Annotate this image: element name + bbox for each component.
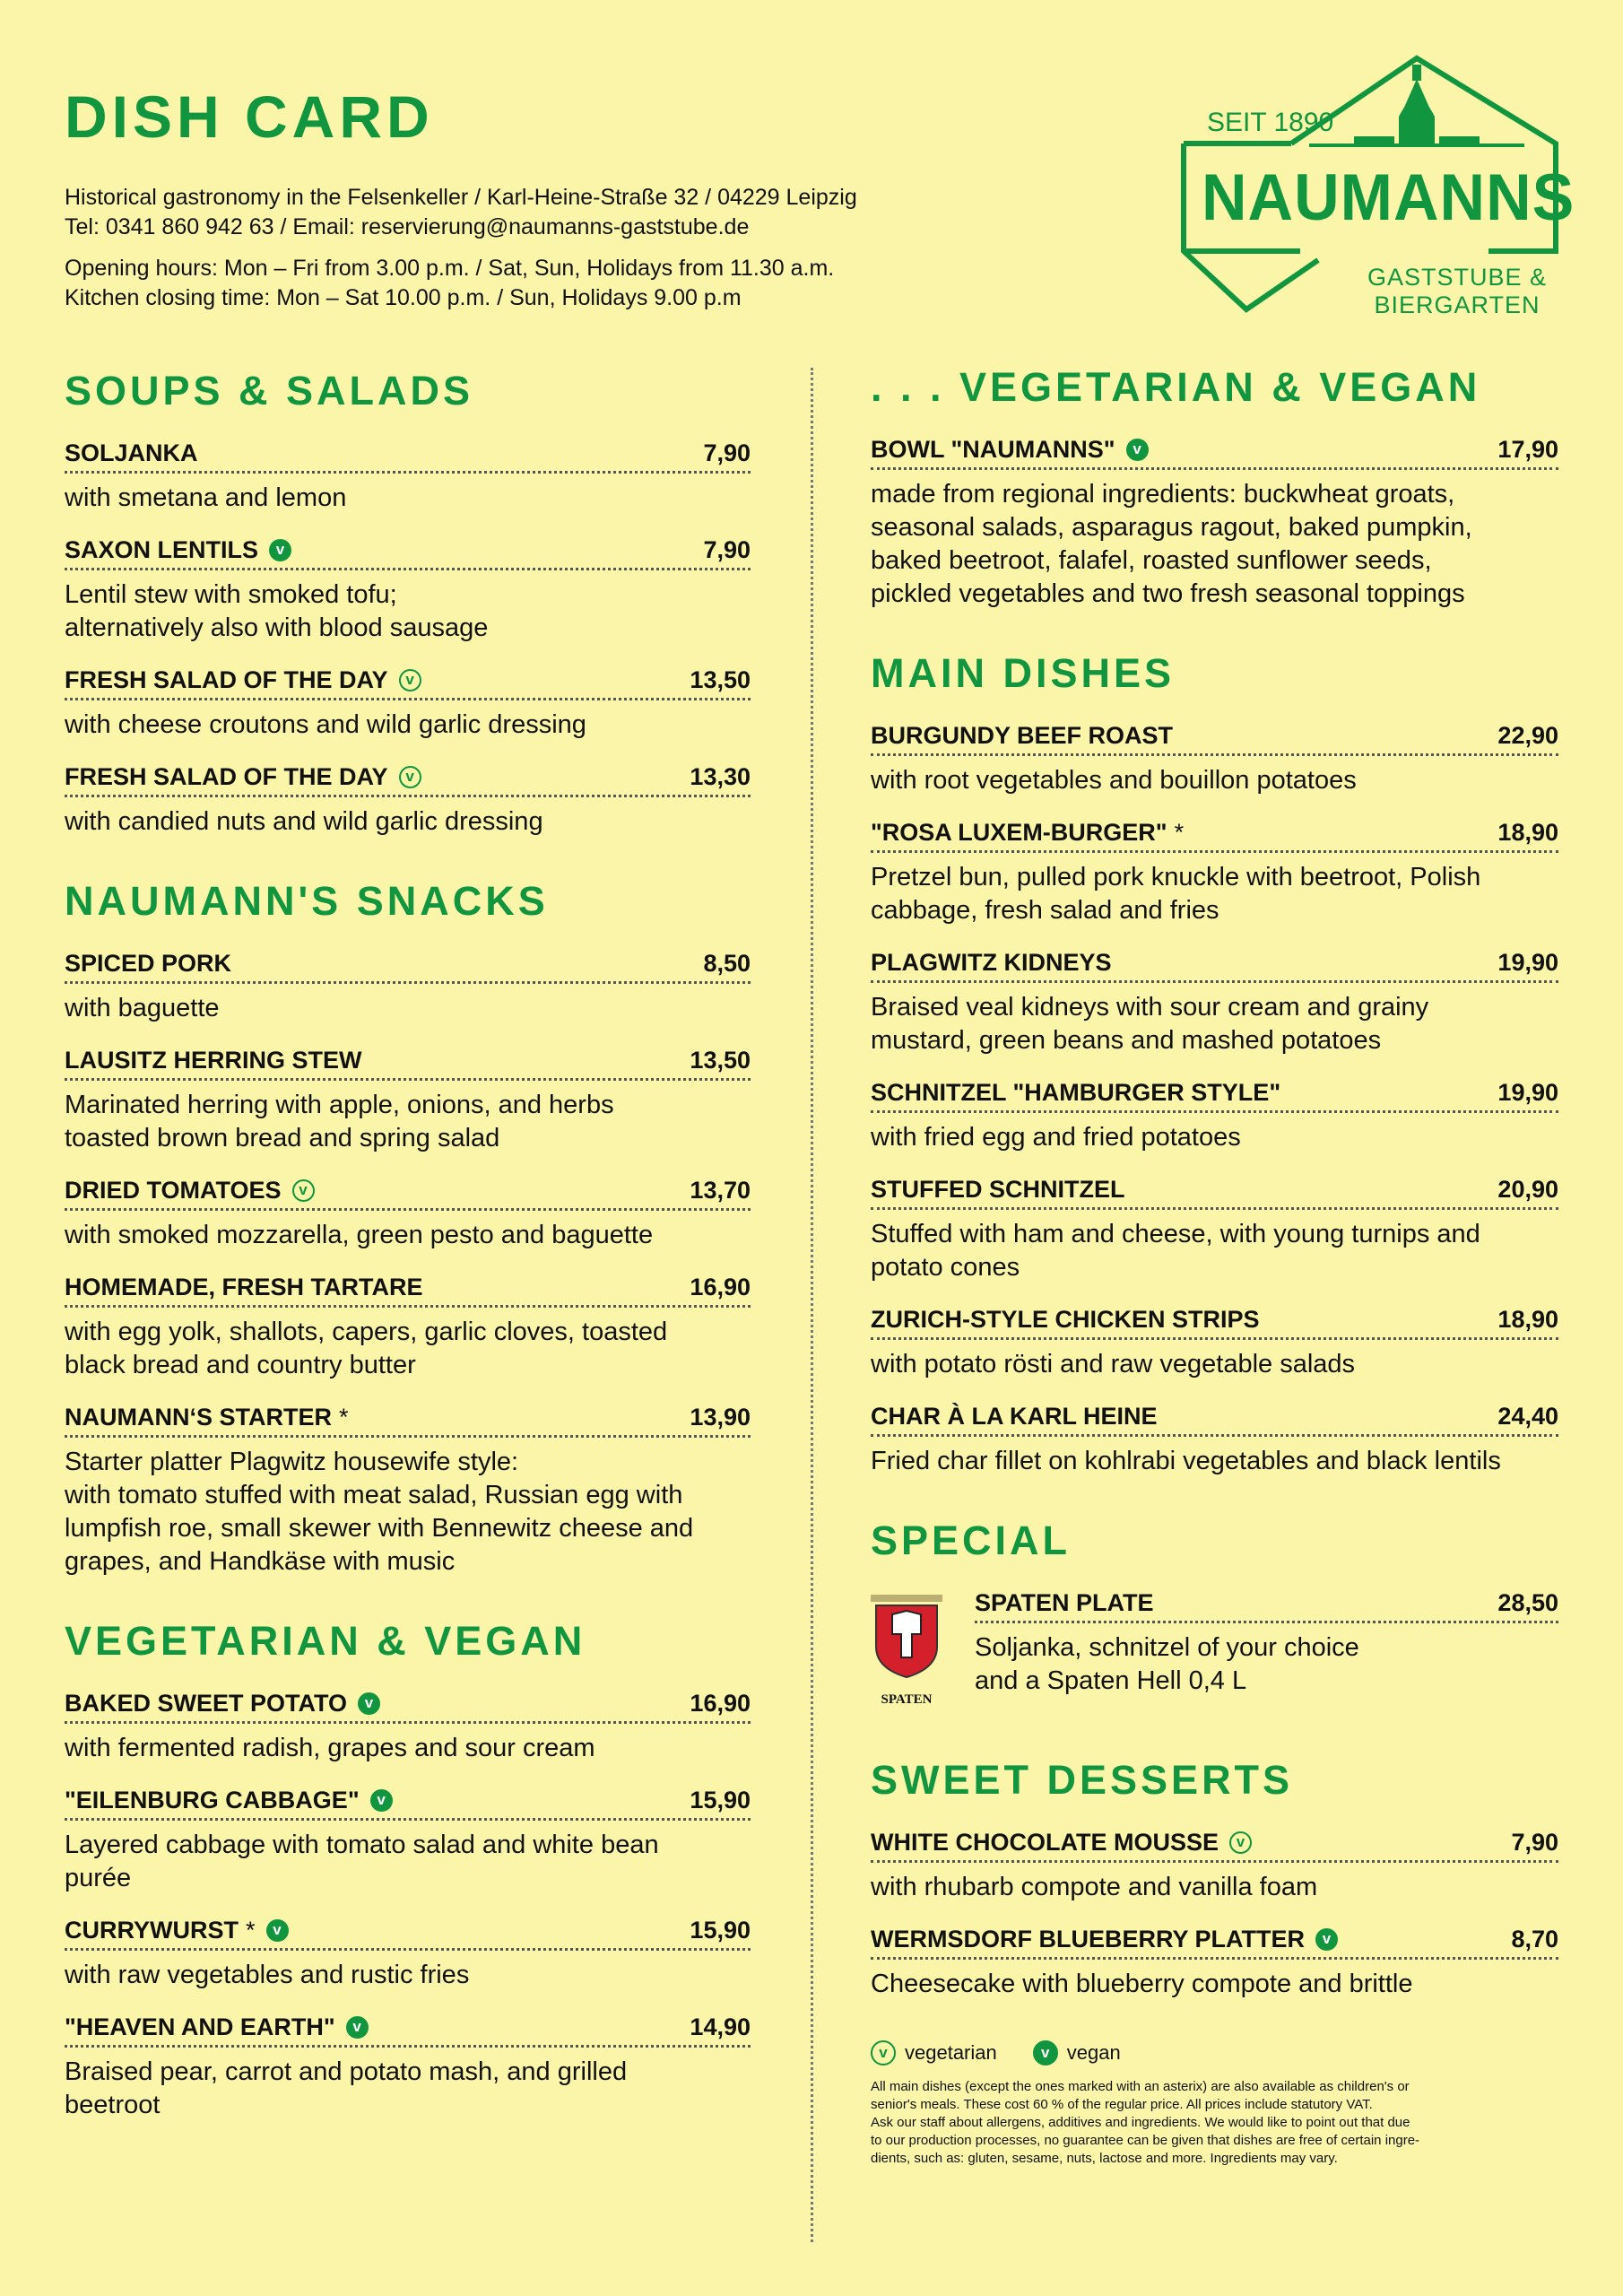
vegan-icon: v	[1033, 2040, 1058, 2066]
dish-price: 17,90	[1497, 436, 1558, 463]
dish-name: WHITE CHOCOLATE MOUSSE	[871, 1829, 1219, 1856]
dish-name: "HEAVEN AND EARTH"	[65, 2013, 335, 2040]
footnote-line: senior's meals. These cost 60 % of the regular price. All prices include statutory VAT.	[871, 2097, 1373, 2112]
dish-item	[871, 1174, 1558, 1284]
asterisk-marker: *	[1174, 819, 1185, 846]
dish-price: 14,90	[690, 2013, 751, 2040]
address-info	[65, 183, 857, 242]
description-line: with cheese croutons and wild garlic dressing	[65, 710, 586, 739]
dish-description	[871, 1871, 1558, 1904]
description-line: with smoked mozzarella, green pesto and baguette	[65, 1221, 654, 1249]
section-main-dishes	[871, 650, 1558, 1478]
dish-name: PLAGWITZ KIDNEYS	[871, 949, 1112, 976]
description-line: Stuffed with ham and cheese, with young turnips and	[871, 1220, 1480, 1248]
dish-price: 13,50	[690, 666, 751, 693]
logo-wordmark: NAUMANNS	[1202, 161, 1575, 234]
dish-description	[871, 861, 1558, 927]
footnote-line: dients, such as: gluten, sesame, nuts, lactose and more. Ingredients may vary.	[871, 2151, 1338, 2166]
dish-description	[871, 1218, 1558, 1284]
dish-price: 13,30	[690, 763, 751, 790]
dish-name: SAXON LENTILS	[65, 536, 259, 563]
dish-name: CURRYWURST	[65, 1917, 239, 1944]
dish-description	[65, 1959, 751, 1992]
legend-vegan-label: vegan	[1066, 2041, 1121, 2064]
section-naumann-s-snacks	[65, 878, 751, 1578]
description-line: Soljanka, schnitzel of your choice	[975, 1633, 1359, 1662]
section-title: SPECIAL	[871, 1518, 1072, 1563]
dish-name: STUFFED SCHNITZEL	[871, 1176, 1125, 1203]
dish-name: HOMEMADE, FRESH TARTARE	[65, 1274, 423, 1300]
dish-item	[65, 1688, 751, 1765]
dish-price: 7,90	[703, 439, 751, 466]
dish-name: FRESH SALAD OF THE DAY	[65, 763, 388, 790]
dish-description	[871, 478, 1558, 611]
description-line: seasonal salads, asparagus ragout, baked pumpkin,	[871, 513, 1472, 542]
section-title: NAUMANN'S SNACKS	[65, 878, 549, 924]
dish-item	[65, 535, 751, 645]
dish-price: 13,50	[690, 1047, 751, 1074]
vegetarian-icon: v	[399, 766, 421, 788]
dish-name: SPATEN PLATE	[975, 1589, 1154, 1616]
section-title: VEGETARIAN & VEGAN	[65, 1618, 586, 1664]
dish-price: 7,90	[1511, 1829, 1558, 1856]
column-divider	[811, 368, 813, 2242]
section-title: MAIN DISHES	[871, 650, 1176, 696]
description-line: Layered cabbage with tomato salad and white bean	[65, 1831, 659, 1859]
right-column	[871, 364, 1558, 2168]
dish-item	[871, 434, 1558, 611]
vegetarian-icon: v	[1229, 1831, 1252, 1854]
opening-hours-line: Opening hours: Mon – Fri from 3.00 p.m. / Sat, Sun, Holidays from 11.30 a.m.	[65, 256, 835, 281]
dish-price: 24,40	[1497, 1403, 1558, 1430]
dish-description	[65, 805, 751, 839]
dish-item	[871, 947, 1558, 1057]
dish-description	[65, 482, 751, 515]
dish-description	[65, 1219, 751, 1252]
dish-description	[871, 1445, 1558, 1478]
dish-item	[65, 1272, 751, 1382]
dish-name: CHAR À LA KARL HEINE	[871, 1403, 1158, 1430]
dish-name: BURGUNDY BEEF ROAST	[871, 722, 1174, 749]
dish-item	[65, 1045, 751, 1155]
kitchen-hours-line: Kitchen closing time: Mon – Sat 10.00 p.m. / Sun, Holidays 9.00 p.m	[65, 285, 742, 310]
dish-name: BOWL "NAUMANNS"	[871, 436, 1115, 463]
dish-price: 20,90	[1497, 1176, 1558, 1203]
dish-description	[65, 1732, 751, 1765]
dish-description	[65, 1446, 751, 1578]
dish-item	[65, 948, 751, 1025]
dish-name: "EILENBURG CABBAGE"	[65, 1787, 360, 1813]
dish-description	[65, 992, 751, 1025]
dish-price: 18,90	[1497, 1306, 1558, 1333]
dish-item	[65, 1402, 751, 1578]
description-line: with raw vegetables and rustic fries	[65, 1961, 470, 1989]
description-line: Starter platter Plagwitz housewife style:	[65, 1448, 519, 1476]
dish-item	[871, 1924, 1558, 2001]
description-line: with egg yolk, shallots, capers, garlic cloves, toasted	[65, 1318, 668, 1346]
description-line: with fried egg and fried potatoes	[871, 1123, 1241, 1152]
dish-price: 7,90	[703, 536, 751, 563]
dish-item	[975, 1587, 1558, 1698]
address-line: Historical gastronomy in the Felsenkeller / Karl-Heine-Straße 32 / 04229 Leipzig	[65, 185, 857, 210]
dish-description	[65, 1089, 751, 1155]
dish-description	[871, 1968, 1558, 2001]
dish-item	[65, 1175, 751, 1252]
naumanns-logo	[1175, 54, 1575, 332]
section-soups-salads	[65, 368, 751, 839]
description-line: Cheesecake with blueberry compote and brittle	[871, 1970, 1413, 1998]
dish-description	[975, 1631, 1558, 1698]
description-line: cabbage, fresh salad and fries	[871, 896, 1219, 925]
dish-item	[65, 1785, 751, 1895]
dish-description	[65, 709, 751, 742]
legend-vegetarian-label: vegetarian	[905, 2041, 997, 2064]
description-line: Braised veal kidneys with sour cream and grainy	[871, 993, 1429, 1022]
description-line: grapes, and Handkäse with music	[65, 1547, 456, 1576]
dish-item	[871, 1401, 1558, 1478]
vegetarian-icon: v	[399, 669, 421, 691]
description-line: Pretzel bun, pulled pork knuckle with beetroot, Polish	[871, 863, 1481, 891]
dish-item	[871, 817, 1558, 927]
dish-description	[65, 1829, 751, 1895]
logo-subtitle-1: GASTSTUBE &	[1367, 264, 1548, 291]
section-vegetarian-vegan	[871, 364, 1558, 611]
description-line: with candied nuts and wild garlic dressing	[65, 807, 543, 836]
section-special	[871, 1518, 1558, 1718]
dish-description	[871, 991, 1558, 1057]
dish-price: 16,90	[690, 1690, 751, 1717]
dish-item	[65, 761, 751, 839]
section-title: SWEET DESSERTS	[871, 1757, 1294, 1803]
dish-price: 18,90	[1497, 819, 1558, 846]
description-line: purée	[65, 1864, 132, 1892]
dietary-legend	[871, 2040, 1558, 2066]
dish-price: 15,90	[690, 1787, 751, 1813]
hours-info	[65, 254, 834, 313]
dish-description	[65, 578, 751, 645]
asterisk-marker: *	[339, 1404, 349, 1431]
dish-description	[871, 1121, 1558, 1154]
dish-item	[871, 720, 1558, 797]
vegetarian-icon: v	[871, 2040, 896, 2066]
left-column	[65, 368, 751, 2161]
dish-description	[65, 1316, 751, 1382]
footnote-line: All main dishes (except the ones marked with an asterix) are also available as children's or	[871, 2079, 1410, 2094]
dish-item	[65, 1915, 751, 1992]
dish-item	[871, 1304, 1558, 1381]
dish-name: SPICED PORK	[65, 950, 232, 977]
vegan-icon: v	[358, 1692, 380, 1715]
dish-price: 13,90	[690, 1404, 751, 1431]
description-line: Lentil stew with smoked tofu;	[65, 580, 397, 609]
dish-name: NAUMANN‘S STARTER	[65, 1404, 332, 1431]
section-sweet-desserts	[871, 1757, 1558, 2001]
dish-name: SOLJANKA	[65, 439, 198, 466]
dish-name: FRESH SALAD OF THE DAY	[65, 666, 388, 693]
dish-item	[65, 438, 751, 515]
description-line: with tomato stuffed with meat salad, Russian egg with	[65, 1481, 683, 1509]
description-line: with smetana and lemon	[65, 483, 347, 512]
vegan-icon: v	[346, 2016, 369, 2039]
vegan-icon: v	[266, 1919, 289, 1942]
dish-price: 19,90	[1497, 949, 1558, 976]
dish-description	[871, 764, 1558, 797]
dish-name: "ROSA LUXEM-BURGER"	[871, 819, 1167, 846]
asterisk-marker: *	[245, 1917, 256, 1944]
description-line: baked beetroot, falafel, roasted sunflower seeds,	[871, 546, 1432, 575]
dish-price: 22,90	[1497, 722, 1558, 749]
vegan-icon: v	[1315, 1928, 1338, 1951]
description-line: lumpfish roe, small skewer with Bennewitz cheese and	[65, 1514, 694, 1543]
dish-item	[871, 1077, 1558, 1154]
description-line: potato cones	[871, 1253, 1020, 1282]
description-line: beetroot	[65, 2091, 161, 2119]
dish-name: BAKED SWEET POTATO	[65, 1690, 348, 1717]
description-line: toasted brown bread and spring salad	[65, 1124, 500, 1152]
vegetarian-icon: v	[292, 1179, 315, 1202]
description-line: Fried char fillet on kohlrabi vegetables and black lentils	[871, 1447, 1501, 1475]
dish-price: 13,70	[690, 1177, 751, 1204]
dish-price: 15,90	[690, 1917, 751, 1944]
logo-founded: SEIT 1890	[1207, 108, 1334, 137]
vegan-icon: v	[370, 1789, 393, 1812]
logo-subtitle-2: BIERGARTEN	[1374, 291, 1541, 318]
section-title: SOUPS & SALADS	[65, 368, 474, 413]
footnote-line: Ask our staff about allergens, additives and ingredients. We would like to point out that due	[871, 2115, 1410, 2130]
dish-description	[871, 1348, 1558, 1381]
description-line: mustard, green beans and mashed potatoes	[871, 1026, 1382, 1055]
description-line: with root vegetables and bouillon potatoes	[871, 766, 1357, 795]
dish-price: 8,70	[1511, 1926, 1558, 1952]
dish-price: 28,50	[1497, 1589, 1558, 1616]
description-line: alternatively also with blood sausage	[65, 613, 489, 642]
section-title: . . . VEGETARIAN & VEGAN	[871, 364, 1481, 410]
description-line: made from regional ingredients: buckwheat groats,	[871, 480, 1455, 509]
dish-name: DRIED TOMATOES	[65, 1177, 282, 1204]
description-line: with fermented radish, grapes and sour cream	[65, 1734, 595, 1762]
dish-item	[871, 1827, 1558, 1904]
description-line: with rhubarb compote and vanilla foam	[871, 1873, 1318, 1901]
dish-name: LAUSITZ HERRING STEW	[65, 1047, 362, 1074]
description-line: with potato rösti and raw vegetable salads	[871, 1350, 1356, 1378]
description-line: with baguette	[65, 994, 220, 1022]
page-title: DISH CARD	[65, 83, 434, 150]
vegan-icon: v	[269, 539, 291, 561]
dish-name: WERMSDORF BLUEBERRY PLATTER	[871, 1926, 1305, 1952]
description-line: black bread and country butter	[65, 1351, 416, 1379]
spaten-shield-icon	[871, 1595, 942, 1693]
description-line: Marinated herring with apple, onions, and herbs	[65, 1091, 614, 1119]
dish-item	[65, 665, 751, 742]
description-line: pickled vegetables and two fresh seasonal toppings	[871, 579, 1465, 608]
dish-description	[65, 2056, 751, 2122]
footnote	[871, 2078, 1558, 2168]
description-line: and a Spaten Hell 0,4 L	[975, 1666, 1247, 1695]
dish-price: 8,50	[703, 950, 751, 977]
dish-price: 19,90	[1497, 1079, 1558, 1106]
footnote-line: to our production processes, no guarantee can be given that dishes are free of certain ingre-	[871, 2133, 1420, 2148]
dish-price: 16,90	[690, 1274, 751, 1300]
dish-name: ZURICH-STYLE CHICKEN STRIPS	[871, 1306, 1260, 1333]
spaten-logo-text: SPATEN	[881, 1692, 933, 1707]
dish-item	[65, 2012, 751, 2122]
spaten-logo	[871, 1587, 942, 1718]
section-vegetarian-vegan	[65, 1618, 751, 2122]
vegan-icon: v	[1126, 439, 1149, 461]
contact-line: Tel: 0341 860 942 63 / Email: reservierung@naumanns-gaststube.de	[65, 214, 750, 239]
description-line: Braised pear, carrot and potato mash, and grilled	[65, 2057, 628, 2086]
dish-name: SCHNITZEL "HAMBURGER STYLE"	[871, 1079, 1281, 1106]
